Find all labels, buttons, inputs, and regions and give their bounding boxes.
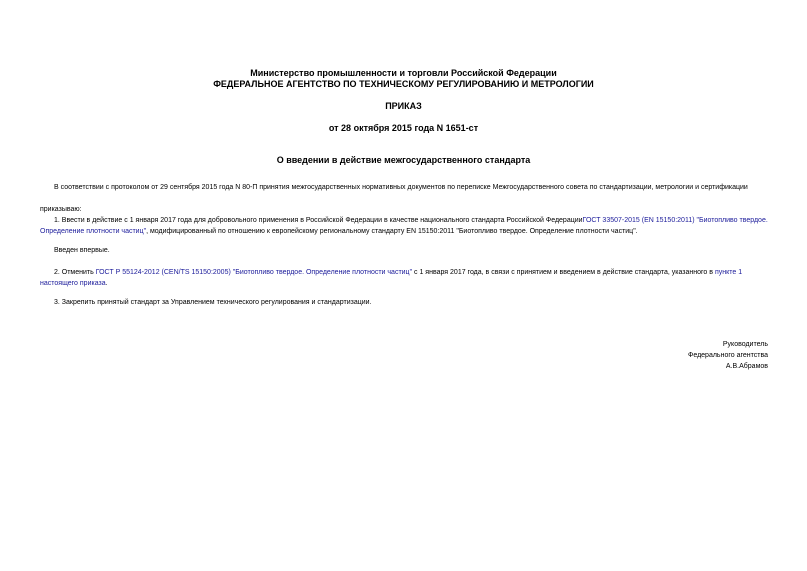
document-title: О введении в действие межгосударственного стандарта: [276, 155, 531, 165]
intro-paragraph: В соответствии с протоколом от 29 сентября 2015 года N 80-П принятия межгосударственных нормативных документов по переписке Межгосударственного совета по стандартизации, метрологии и сертификации: [54, 184, 748, 191]
gost-r-55124-link[interactable]: ГОСТ Р 55124-2012 (CEN/TS 15150:2005) "Биотопливо твердое. Определение плотности частиц": [95, 269, 413, 276]
document-type: ПРИКАЗ: [385, 101, 422, 111]
signature-name: А.В.Абрамов: [725, 363, 768, 370]
item-1-prefix: 1. Ввести в действие с 1 января 2017 года для добровольного применения в Российской Федерации в качестве национального стандарта Российской Федерации: [54, 217, 583, 224]
item-1-paragraph: [40, 216, 768, 237]
signature-position: Руководитель: [722, 341, 768, 348]
item-3-paragraph: 3. Закрепить принятый стандарт за Управлением технического регулирования и стандартизации.: [54, 299, 372, 306]
item-1-reference-link[interactable]: пункте 1 настоящего приказа: [40, 269, 743, 287]
signature-agency: Федерального агентства: [688, 352, 768, 359]
item-2-middle: с 1 января 2017 года, в связи с принятием и введением в действие стандарта, указанного в: [412, 269, 715, 276]
agency-heading: ФЕДЕРАЛЬНОЕ АГЕНТСТВО ПО ТЕХНИЧЕСКОМУ РЕГУЛИРОВАНИЮ И МЕТРОЛОГИИ: [213, 79, 594, 89]
document-date-number: от 28 октября 2015 года N 1651-ст: [328, 123, 479, 133]
item-2-suffix: .: [105, 279, 108, 287]
item-1-suffix: , модифицированный по отношению к европейскому региональному стандарту EN 15150:2011 "Биотопливо твердое. Определение плотности частиц".: [146, 227, 638, 235]
ministry-heading: Министерство промышленности и торговли Российской Федерации: [250, 68, 557, 78]
item-2-paragraph: [40, 268, 768, 289]
introduced-first-note: Введен впервые.: [54, 247, 110, 254]
gost-33507-link[interactable]: ГОСТ 33507-2015 (EN 15150:2011) "Биотопливо твердое. Определение плотности частиц": [40, 217, 768, 235]
order-word: приказываю:: [40, 206, 82, 213]
item-2-prefix: 2. Отменить: [54, 269, 96, 276]
